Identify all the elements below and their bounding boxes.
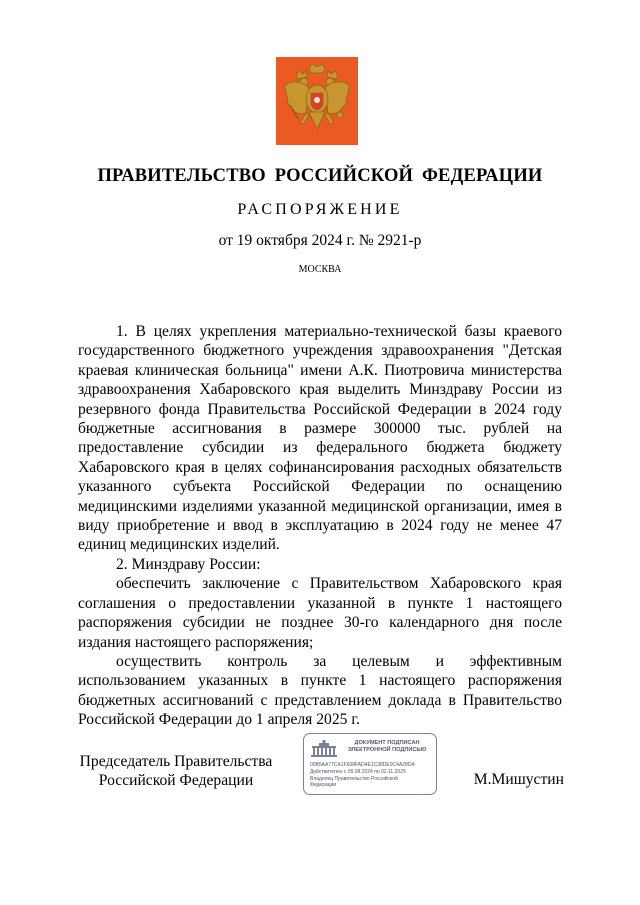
electronic-signature-stamp	[303, 733, 437, 795]
document-body	[78, 322, 562, 730]
coat-of-arms-emblem	[276, 57, 358, 145]
paragraph-2: 2. Минздраву России:	[116, 555, 261, 573]
stamp-owner-line1: Владелец Правительство Российской	[310, 776, 398, 782]
stamp-validity: Действителен с 09.08.2024 по 02.11.2025	[310, 769, 406, 775]
organization-title: ПРАВИТЕЛЬСТВО РОССИЙСКОЙ ФЕДЕРАЦИИ	[97, 166, 543, 186]
signatory-position-line2: Российской Федерации	[98, 772, 254, 790]
paragraph-1: 1. В целях укрепления материально-технической базы краевого государственного бюджетного учреждения здравоохранения "Детская краевая клиническая больница" имени А.К. Пиотровича министерства здравоохранения Хабаровского края выделить Минздраву России из резервного фонда Правительства Российской Федерации в 2024 году бюджетные ассигнования в размере 300000 тыс. рублей на предоставление субсидии из федерального бюджета бюджету Хабаровского края в целях софинансирования расходных обязательств указанного субъекта Российской Федерации по оснащению медицинскими изделиями указанной медицинской организации, имея в виду приобретение и ввод в эксплуатацию в 2024 году не менее 47 единиц медицинских изделий.	[78, 323, 562, 554]
signatory-position-line1: Председатель Правительства	[79, 753, 273, 770]
paragraph-3: обеспечить заключение с Правительством Хабаровского края соглашения о предоставлении указанной в пункте 1 настоящего распоряжения субсидии не позднее 30-го календарного дня после издания настоящего распоряжения;	[78, 575, 562, 651]
issue-city: МОСКВА	[298, 264, 342, 275]
stamp-title-line1: ДОКУМЕНТ ПОДПИСАН	[354, 740, 420, 746]
stamp-title-line2: ЭЛЕКТРОННОЙ ПОДПИСЬЮ	[347, 747, 427, 753]
document-date-number: от 19 октября 2024 г. № 2921-р	[218, 232, 422, 249]
signatory-position	[76, 752, 276, 791]
signatory-name: М.Мишустин	[473, 771, 564, 788]
paragraph-4: осуществить контроль за целевым и эффективным использованием указанных в пункте 1 настоящего распоряжения бюджетных ассигнований с представлением доклада в Правительство Российской Федерации до 1 апреля 2025 г.	[78, 652, 562, 729]
stamp-title	[340, 740, 434, 754]
document-type: РАСПОРЯЖЕНИЕ	[237, 201, 403, 218]
government-building-icon	[310, 740, 338, 758]
stamp-certificate: 00B5AA77CA1F608FAD4E1C38DE0C4A28DA	[310, 762, 415, 768]
stamp-owner-line2: Федерации	[310, 782, 337, 788]
